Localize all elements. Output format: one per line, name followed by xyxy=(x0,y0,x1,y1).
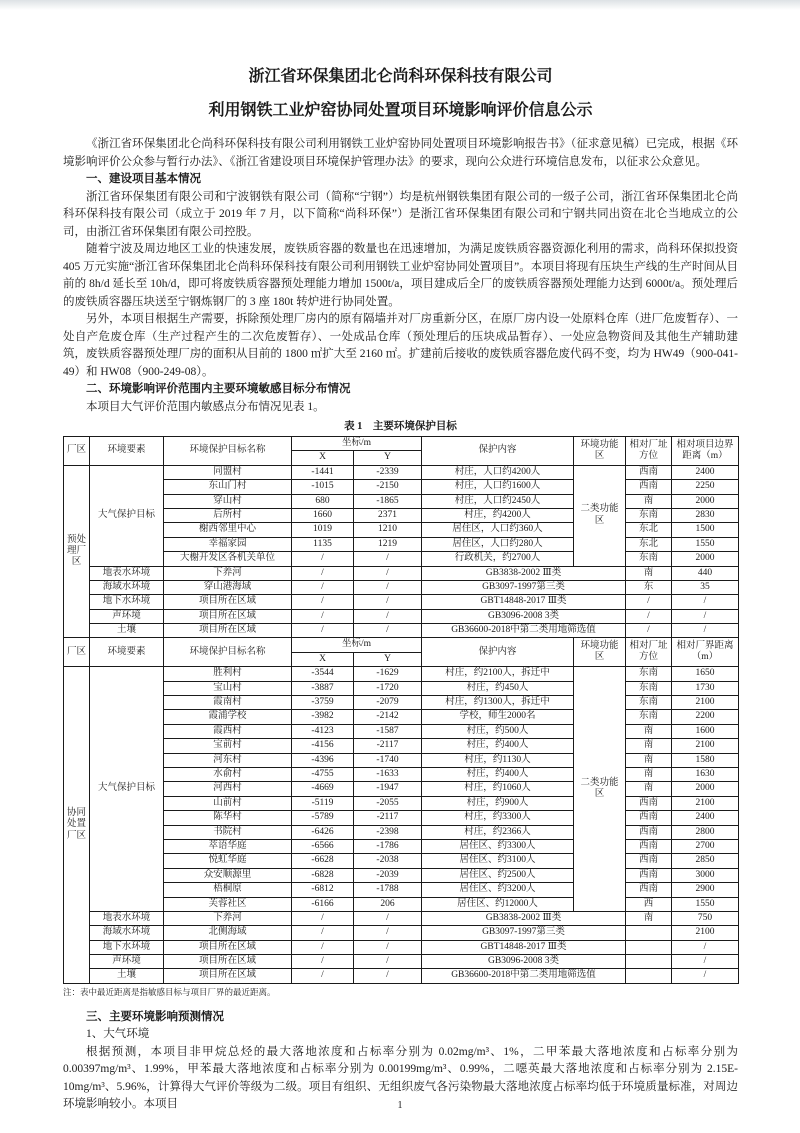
table-cell: 地下水环境 xyxy=(90,940,164,954)
table-cell: -3982 xyxy=(292,710,354,724)
table-cell: 西南 xyxy=(626,811,672,825)
table-cell: 学校，师生2000名 xyxy=(422,710,574,724)
table-cell: 霞浦学校 xyxy=(164,710,292,724)
table-row xyxy=(64,696,739,710)
heading-impact-prediction: 三、主要环境影响预测情况 xyxy=(86,1010,224,1023)
table-row xyxy=(64,839,739,853)
table-row xyxy=(64,508,739,522)
protection-targets-table-body xyxy=(64,437,739,984)
table-header-cell: 环境功能区 xyxy=(574,638,626,667)
table-cell: 萃语华庭 xyxy=(164,839,292,853)
table-cell: 2400 xyxy=(672,811,739,825)
paragraph-air-prediction: 根据预测，本项目非甲烷总烃的最大落地浓度和占标率分别为 0.02mg/m³、1%，二甲苯最大落地浓度和占标率分别为 0.00397mg/m³、1.99%，甲苯最大落地浓度和占标率分别为 0.00199mg/m³、0.99%，二噁英最大落地浓度和占标率分别为 2.15E-10mg/m³、5.96%，计算得大气评价等级为二级。项目有组织、无组织废气各污染物最大落地浓度占标率均低于环境质量标准，对周边环境影响较小。本项目 xyxy=(63,1045,738,1111)
table-cell: 西南 xyxy=(626,796,672,810)
table-cell: / xyxy=(354,566,422,580)
table-cell: 南 xyxy=(626,753,672,767)
table-cell: / xyxy=(292,969,354,983)
table-cell: 霞西村 xyxy=(164,724,292,738)
table-row xyxy=(64,580,739,594)
protection-targets-table xyxy=(63,436,739,984)
table-cell: 村庄，约1130人 xyxy=(422,753,574,767)
table-cell: GB3097-1997第三类 xyxy=(422,926,626,940)
table-cell: -2117 xyxy=(354,739,422,753)
table-row xyxy=(64,494,739,508)
table-cell: 项目所在区域 xyxy=(164,940,292,954)
table-cell: 南 xyxy=(626,739,672,753)
table-header-cell: 相对厂址方位 xyxy=(626,437,672,466)
table-cell: -2117 xyxy=(354,811,422,825)
table-header-cell: 坐标/m xyxy=(292,437,422,451)
table-cell: -2142 xyxy=(354,710,422,724)
table-header-cell: 相对厂址方位 xyxy=(626,638,672,667)
table-cell: 1650 xyxy=(672,667,739,681)
table-row xyxy=(64,609,739,623)
table-row xyxy=(64,796,739,810)
table-cell: 村庄，约4200人 xyxy=(422,508,574,522)
table-cell: 1550 xyxy=(672,897,739,911)
table-cell: 西南 xyxy=(626,854,672,868)
table-cell: 东山门村 xyxy=(164,480,292,494)
table-cell: -6166 xyxy=(292,897,354,911)
table-cell: 项目所在区域 xyxy=(164,955,292,969)
table-cell: 东南 xyxy=(626,696,672,710)
table-header-cell: Y xyxy=(354,652,422,666)
document-title-line2: 利用钢铁工业炉窑协同处置项目环境影响评价信息公示 xyxy=(208,102,593,119)
table-header-cell: 坐标/m xyxy=(292,638,422,652)
table-row xyxy=(64,724,739,738)
table-cell: 村庄，约2100人，拆迁中 xyxy=(422,667,574,681)
table-header-cell: 相对项目边界距离（m） xyxy=(672,437,739,466)
prediction-section xyxy=(63,1009,738,1114)
table-header-row xyxy=(64,437,739,451)
table-header-cell: 环境要素 xyxy=(90,638,164,667)
table-cell: 2830 xyxy=(672,508,739,522)
table-cell: 西南 xyxy=(626,868,672,882)
table-row xyxy=(64,883,739,897)
table-cell: 1550 xyxy=(672,537,739,551)
table-cell: GB3096-2008 3类 xyxy=(422,609,626,623)
table-cell: 村庄，约3300人 xyxy=(422,811,574,825)
table-cell: 河西村 xyxy=(164,782,292,796)
table-cell: / xyxy=(672,595,739,609)
table-cell: 行政机关，约2700人 xyxy=(422,552,574,566)
table-cell: / xyxy=(626,624,672,638)
table-cell: -2055 xyxy=(354,796,422,810)
table-cell: -1441 xyxy=(292,465,354,479)
table-cell: 村庄，约1060人 xyxy=(422,782,574,796)
table-cell: 南 xyxy=(626,566,672,580)
table-cell: 东北 xyxy=(626,537,672,551)
table-header-cell: 环境保护目标名称 xyxy=(164,638,292,667)
table-cell: / xyxy=(354,609,422,623)
table-row xyxy=(64,753,739,767)
table-cell: -6566 xyxy=(292,839,354,853)
table-row xyxy=(64,811,739,825)
table-cell: 声环境 xyxy=(90,609,164,623)
table-cell: 项目所在区域 xyxy=(164,609,292,623)
table-cell: / xyxy=(354,624,422,638)
table-cell: -2339 xyxy=(354,465,422,479)
table-cell: 1660 xyxy=(292,508,354,522)
table-cell: -1740 xyxy=(354,753,422,767)
table-cell: -2038 xyxy=(354,854,422,868)
table-cell xyxy=(626,940,672,954)
table-cell: 2000 xyxy=(672,782,739,796)
table-cell: -1587 xyxy=(354,724,422,738)
table-cell: 村庄，约500人 xyxy=(422,724,574,738)
table-cell: 1580 xyxy=(672,753,739,767)
table-cell: / xyxy=(354,940,422,954)
table-row xyxy=(64,595,739,609)
table-cell: 项目所在区域 xyxy=(164,624,292,638)
table-row xyxy=(64,868,739,882)
scan-artifact xyxy=(0,0,800,10)
table-cell: GB3097-1997第三类 xyxy=(422,580,626,594)
table-cell: GB3838-2002 Ⅲ类 xyxy=(422,566,626,580)
table-cell: -6812 xyxy=(292,883,354,897)
table-cell: 大气保护目标 xyxy=(90,667,164,912)
table-cell: 2800 xyxy=(672,825,739,839)
table-cell: 2000 xyxy=(672,494,739,508)
table-header-cell: 保护内容 xyxy=(422,437,574,466)
table-cell: 南 xyxy=(626,494,672,508)
table-cell: 悦虹华庭 xyxy=(164,854,292,868)
table-cell: GBT14848-2017 Ⅲ类 xyxy=(422,595,626,609)
table-cell: 榭西邻里中心 xyxy=(164,523,292,537)
table-row xyxy=(64,624,739,638)
table-cell: GBT14848-2017 Ⅲ类 xyxy=(422,940,626,954)
table-cell: / xyxy=(292,926,354,940)
table-cell: 2000 xyxy=(672,552,739,566)
table-cell: -6628 xyxy=(292,854,354,868)
table-cell: 西南 xyxy=(626,883,672,897)
table-cell: -4755 xyxy=(292,767,354,781)
table-row xyxy=(64,926,739,940)
table-cell: / xyxy=(292,609,354,623)
table-cell: / xyxy=(672,940,739,954)
table-header-cell: 环境功能区 xyxy=(574,437,626,466)
table-cell: 地表水环境 xyxy=(90,911,164,925)
paragraph-table-reference: 本项目大气评价范围内敏感点分布情况见表 1。 xyxy=(86,400,325,413)
table-cell: 206 xyxy=(354,897,422,911)
table-cell: / xyxy=(354,969,422,983)
table-cell: 东南 xyxy=(626,681,672,695)
table-cell: 南 xyxy=(626,767,672,781)
table-cell: 村庄，约1300人，拆迁中 xyxy=(422,696,574,710)
table-row xyxy=(64,681,739,695)
table-row xyxy=(64,940,739,954)
table-cell xyxy=(626,926,672,940)
table-cell: 东 xyxy=(626,580,672,594)
table-cell: 村庄，约400人 xyxy=(422,739,574,753)
table-cell: 下养河 xyxy=(164,566,292,580)
table-cell: -2398 xyxy=(354,825,422,839)
document-body xyxy=(63,136,738,416)
table-row xyxy=(64,854,739,868)
table-cell: 2250 xyxy=(672,480,739,494)
table-row xyxy=(64,825,739,839)
table-cell: / xyxy=(292,595,354,609)
table-cell: 1500 xyxy=(672,523,739,537)
table-cell: 750 xyxy=(672,911,739,925)
table-cell: / xyxy=(672,624,739,638)
table-cell: -1720 xyxy=(354,681,422,695)
table-header-cell: 保护内容 xyxy=(422,638,574,667)
table-cell: 同盟村 xyxy=(164,465,292,479)
table-cell: 西南 xyxy=(626,465,672,479)
table-cell: 3000 xyxy=(672,868,739,882)
table-cell: 西南 xyxy=(626,825,672,839)
table-cell: 居住区、约12000人 xyxy=(422,897,574,911)
table-cell: 村庄，人口约4200人 xyxy=(422,465,574,479)
table-cell: 地下水环境 xyxy=(90,595,164,609)
table-header-cell: X xyxy=(292,652,354,666)
table-cell: / xyxy=(354,926,422,940)
table-cell: 大榭开发区各机关单位 xyxy=(164,552,292,566)
page-number: 1 xyxy=(397,1100,403,1111)
table-cell: 居住区、约2500人 xyxy=(422,868,574,882)
table-cell: 协同处置厂区 xyxy=(64,667,90,984)
table-cell: 宝前村 xyxy=(164,739,292,753)
table-cell: 北侧海域 xyxy=(164,926,292,940)
table-cell: / xyxy=(672,609,739,623)
table-cell: 水俞村 xyxy=(164,767,292,781)
table-cell: / xyxy=(672,969,739,983)
table-cell: 南 xyxy=(626,911,672,925)
table-cell: / xyxy=(626,609,672,623)
table-cell: 东南 xyxy=(626,667,672,681)
table-cell: -4156 xyxy=(292,739,354,753)
table-cell: 后所村 xyxy=(164,508,292,522)
paragraph-project-description: 随着宁波及周边地区工业的快速发展，废铁质容器的数量也在迅速增加，为满足废铁质容器资源化利用的需求，尚科环保拟投资405 万元实施“浙江省环保集团北仑尚科环保科技有限公司利用钢铁工业炉窑协同处置项目”。本项目将现有压块生产线的生产时间从目前的 8h/d 延长至 10h/d，即可将废铁质容器预处理能力增加 1500t/a，项目建成后全厂的废铁质容器预处理能力达到 6000t/a。预处理后的废铁质容器压块送至宁钢炼钢厂的 3 座 180t 转炉进行协同处置。 xyxy=(63,243,738,308)
table-cell: 西 xyxy=(626,897,672,911)
table-cell: / xyxy=(292,624,354,638)
table-cell: 东南 xyxy=(626,508,672,522)
table-cell: -3759 xyxy=(292,696,354,710)
table-cell: 土壤 xyxy=(90,624,164,638)
table-cell: 居住区，人口约360人 xyxy=(422,523,574,537)
table-cell: 1210 xyxy=(354,523,422,537)
table-cell: 预处理厂区 xyxy=(64,465,90,638)
table-cell: 2100 xyxy=(672,796,739,810)
table-cell: / xyxy=(354,955,422,969)
table-cell: 土壤 xyxy=(90,969,164,983)
table-cell: 穿山村 xyxy=(164,494,292,508)
table-cell: 1019 xyxy=(292,523,354,537)
paragraph-company-background: 浙江省环保集团有限公司和宁波钢铁有限公司（简称“宁钢”）均是杭州钢铁集团有限公司的一级子公司，浙江省环保集团北仑尚科环保科技有限公司（成立于 2019 年 7 月，以下简称“尚科环保”）是浙江省环保集团有限公司和宁钢共同出资在北仑当地成立的公司，由浙江省环保集团有限公司控股。 xyxy=(63,190,738,238)
document-title-line1: 浙江省环保集团北仑尚科环保科技有限公司 xyxy=(248,68,553,85)
table-cell: 居住区、约3200人 xyxy=(422,883,574,897)
table-cell: 1730 xyxy=(672,681,739,695)
table-cell: 下养河 xyxy=(164,911,292,925)
table-cell: 35 xyxy=(672,580,739,594)
table-cell: 东南 xyxy=(626,710,672,724)
table-cell: 地表水环境 xyxy=(90,566,164,580)
table-cell: 1135 xyxy=(292,537,354,551)
table-header-cell: X xyxy=(292,451,354,465)
table-row xyxy=(64,782,739,796)
table-cell: 2100 xyxy=(672,696,739,710)
table-cell: 村庄，人口约1600人 xyxy=(422,480,574,494)
table-cell: 山前村 xyxy=(164,796,292,810)
table-cell: -1015 xyxy=(292,480,354,494)
table-cell: 村庄，约450人 xyxy=(422,681,574,695)
table-cell: 穿山港海域 xyxy=(164,580,292,594)
table-cell xyxy=(626,955,672,969)
table-cell: -1629 xyxy=(354,667,422,681)
table-cell: 1630 xyxy=(672,767,739,781)
table-cell: 2700 xyxy=(672,839,739,853)
table-cell: 项目所在区域 xyxy=(164,595,292,609)
table-cell: 村庄，约900人 xyxy=(422,796,574,810)
table-cell: 村庄，约400人 xyxy=(422,767,574,781)
table-cell: -4669 xyxy=(292,782,354,796)
table-row xyxy=(64,739,739,753)
table-row xyxy=(64,523,739,537)
table-cell: -6426 xyxy=(292,825,354,839)
table-note: 注：表中最近距离是指敏感目标与项目厂界的最近距离。 xyxy=(63,986,276,997)
table-header-cell: 环境保护目标名称 xyxy=(164,437,292,466)
table-cell: -1865 xyxy=(354,494,422,508)
table-cell: 居住区、约3300人 xyxy=(422,839,574,853)
table-cell: 宝山村 xyxy=(164,681,292,695)
table-cell: 胜利村 xyxy=(164,667,292,681)
table-cell: -4123 xyxy=(292,724,354,738)
table-cell: 海域水环境 xyxy=(90,926,164,940)
table-cell: 东北 xyxy=(626,523,672,537)
table-cell: 2100 xyxy=(672,926,739,940)
table-row xyxy=(64,480,739,494)
table-cell: -6828 xyxy=(292,868,354,882)
table-cell: 二类功能区 xyxy=(574,465,626,566)
table-cell: 东南 xyxy=(626,552,672,566)
table-cell: 南 xyxy=(626,724,672,738)
table-row xyxy=(64,566,739,580)
table-cell: 村庄，人口约2450人 xyxy=(422,494,574,508)
table-cell: 2200 xyxy=(672,710,739,724)
table-cell: 南 xyxy=(626,782,672,796)
table-cell: / xyxy=(354,552,422,566)
table-cell: 众安顺源里 xyxy=(164,868,292,882)
table-cell: -1786 xyxy=(354,839,422,853)
table-row xyxy=(64,969,739,983)
table-cell: 2900 xyxy=(672,883,739,897)
table-cell: / xyxy=(672,955,739,969)
table-cell: 幸福家园 xyxy=(164,537,292,551)
table-row xyxy=(64,911,739,925)
table-cell: -3887 xyxy=(292,681,354,695)
table-cell: 680 xyxy=(292,494,354,508)
table-cell: / xyxy=(292,566,354,580)
document-title xyxy=(63,60,738,128)
table-header-cell: Y xyxy=(354,451,422,465)
table-cell: 大气保护目标 xyxy=(90,465,164,566)
table-caption: 表 1 主要环境保护目标 xyxy=(344,421,457,432)
table-cell: 440 xyxy=(672,566,739,580)
table-cell: 项目所在区域 xyxy=(164,969,292,983)
table-cell xyxy=(626,969,672,983)
table-cell: -3544 xyxy=(292,667,354,681)
table-cell: 西南 xyxy=(626,480,672,494)
table-cell: / xyxy=(292,552,354,566)
table-cell: 2400 xyxy=(672,465,739,479)
heading-air-environment: 1、大气环境 xyxy=(86,1028,150,1041)
table-row xyxy=(64,465,739,479)
table-cell: 村庄，约2366人 xyxy=(422,825,574,839)
table-cell: 居住区，人口约280人 xyxy=(422,537,574,551)
table-cell: 陈华村 xyxy=(164,811,292,825)
table-row xyxy=(64,552,739,566)
table-row xyxy=(64,767,739,781)
table-header-cell: 相对厂界距离（m） xyxy=(672,638,739,667)
table-header-cell: 厂区 xyxy=(64,437,90,466)
table-cell: -1788 xyxy=(354,883,422,897)
table-cell: -2039 xyxy=(354,868,422,882)
table-cell: 2850 xyxy=(672,854,739,868)
table-cell: / xyxy=(292,580,354,594)
table-cell: 霞南村 xyxy=(164,696,292,710)
table-row xyxy=(64,537,739,551)
table-row xyxy=(64,897,739,911)
heading-sensitive-targets: 二、环境影响评价范围内主要环境敏感目标分布情况 xyxy=(86,383,351,395)
table-cell: / xyxy=(626,595,672,609)
table-header-row xyxy=(64,638,739,652)
table-row xyxy=(64,710,739,724)
table-cell: / xyxy=(354,595,422,609)
table-cell: 声环境 xyxy=(90,955,164,969)
table-cell: 芙蓉社区 xyxy=(164,897,292,911)
table-cell: / xyxy=(292,911,354,925)
table-cell: / xyxy=(354,911,422,925)
table-cell: -4396 xyxy=(292,753,354,767)
table-cell: 西南 xyxy=(626,839,672,853)
heading-project-basics: 一、建设项目基本情况 xyxy=(86,173,201,185)
table-cell: / xyxy=(292,940,354,954)
paragraph-expansion-details: 另外，本项目根据生产需要，拆除预处理厂房内的原有隔墙并对厂房重新分区，在原厂房内设一处原料仓库（进厂危废暂存）、一处自产危废仓库（生产过程产生的二次危废暂存）、一处成品仓库（预处理后的压块成品暂存）、一处应急物资间及其他生产辅助建筑，废铁质容器预处理厂房的面积从目前的 1800 ㎡扩大至 2160 ㎡。扩建前后接收的废铁质容器危废代码不变，均为 HW49（900-041-49）和 HW08（900-249-08）。 xyxy=(63,313,738,378)
table-cell: 2100 xyxy=(672,739,739,753)
table-cell: / xyxy=(354,580,422,594)
table-cell: -1633 xyxy=(354,767,422,781)
table-cell: 1219 xyxy=(354,537,422,551)
table-cell: 河东村 xyxy=(164,753,292,767)
table-cell: / xyxy=(292,955,354,969)
table-cell: GB36600-2018中第二类用地筛选值 xyxy=(422,969,626,983)
table-cell: 1600 xyxy=(672,724,739,738)
table-cell: -2150 xyxy=(354,480,422,494)
table-cell: 2371 xyxy=(354,508,422,522)
table-cell: 二类功能区 xyxy=(574,667,626,912)
table-row xyxy=(64,955,739,969)
table-cell: 居住区、约3100人 xyxy=(422,854,574,868)
table-cell: 书院村 xyxy=(164,825,292,839)
table-cell: 海域水环境 xyxy=(90,580,164,594)
table-row xyxy=(64,667,739,681)
table-cell: -1947 xyxy=(354,782,422,796)
table-cell: -2079 xyxy=(354,696,422,710)
table-header-cell: 环境要素 xyxy=(90,437,164,466)
table-cell: -5119 xyxy=(292,796,354,810)
paragraph-intro: 《浙江省环保集团北仑尚科环保科技有限公司利用钢铁工业炉窑协同处置项目环境影响报告书》（征求意见稿）已完成，根据《环境影响评价公众参与暂行办法》、《浙江省建设项目环境保护管理办法》的要求，现向公众进行环境信息发布，以征求公众意见。 xyxy=(63,138,738,168)
table-cell: -5789 xyxy=(292,811,354,825)
table-cell: GB3096-2008 3类 xyxy=(422,955,626,969)
table-header-cell: 厂区 xyxy=(64,638,90,667)
table-cell: 梧桐原 xyxy=(164,883,292,897)
table-cell: GB3838-2002 Ⅲ类 xyxy=(422,911,626,925)
table-cell: GB36600-2018中第二类用地筛选值 xyxy=(422,624,626,638)
